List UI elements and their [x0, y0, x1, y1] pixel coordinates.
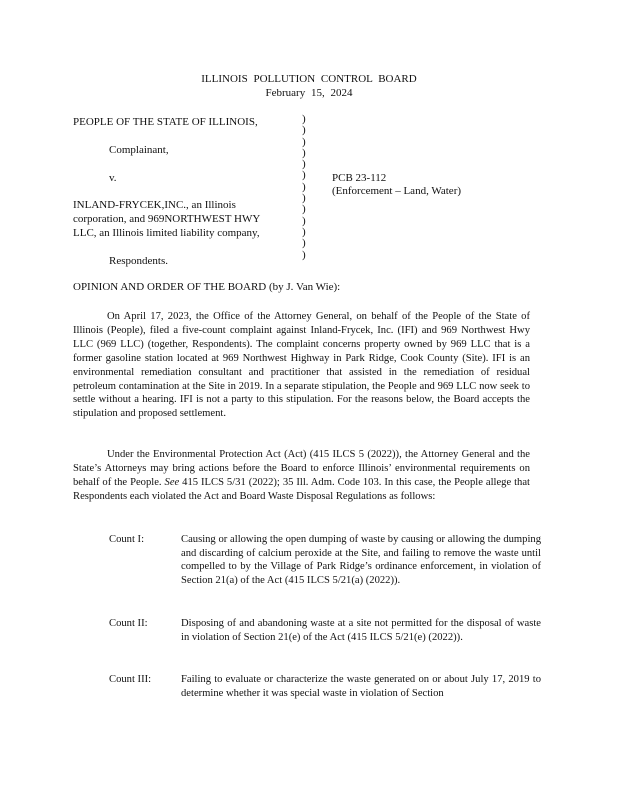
paragraph-1-text: On April 17, 2023, the Office of the Attorney General, on behalf of the People of the State of Illinois (People), filed a five-count complaint against Inland-Frycek, Inc. (IFI) and 969 Northwest Hwy LLC (969 LLC) (together, Respondents). The complaint concerns property owned by 969 LLC that is a former gasoline station located at 969 Northwest Highway in Park Ridge, Cook County (Site). IFI is an environmental remediation consultant and practitioner that assisted in the remediation of residual petroleum contamination at the Site in 2019. In a separate stipulation, the People and 969 LLC now seek to settle without a hearing. IFI is not a party to this stipulation. For the reasons below, the Board accepts the stipulation and proposed settlement.	[73, 311, 530, 420]
count-2-text: Disposing of and abandoning waste at a site not permitted for the disposal of waste in violation of Section 21(e) of the Act (415 ILCS 5/21(e) (2022)).	[181, 618, 541, 643]
complainant-name: PEOPLE OF THE STATE OF ILLINOIS,	[73, 116, 258, 128]
case-number: PCB 23-112	[332, 172, 387, 184]
paragraph-1	[73, 310, 530, 421]
respondent-role: Respondents.	[109, 255, 168, 267]
count-1-label: Count I:	[109, 534, 145, 545]
respondent-line-3: LLC, an Illinois limited liability company,	[73, 227, 260, 239]
document-date: February 15, 2024	[265, 87, 353, 99]
respondent-line-2: corporation, and 969NORTHWEST HWY	[73, 213, 261, 225]
paragraph-2-text-a: Under the Environmental Protection Act (Act) (415 ILCS 5 (2022)), the Attorney General and the State’s Attorneys may bring actions before the Board to enforce Illinois’ environmental requirements on behalf of the People.	[73, 449, 530, 488]
board-name: ILLINOIS POLLUTION CONTROL BOARD	[201, 73, 417, 85]
count-3-label: Count III:	[109, 674, 152, 685]
case-type: (Enforcement – Land, Water)	[332, 185, 462, 197]
count-3-text: Failing to evaluate or characterize the waste generated on or about July 17, 2019 to determine whether it was special waste in violation of Section	[181, 674, 541, 699]
respondent-line-1: INLAND-FRYCEK,INC., an Illinois	[73, 199, 236, 211]
caption-bracket: ) ) ) ) ) ) ) ) ) ) ) ) )	[302, 113, 306, 261]
opinion-heading: OPINION AND ORDER OF THE BOARD (by J. Van Wie):	[73, 281, 341, 293]
paragraph-2	[73, 448, 530, 504]
count-2-label: Count II:	[109, 618, 148, 629]
see-citation-signal: See	[164, 476, 180, 488]
versus-label: v.	[109, 172, 117, 184]
paragraph-2-text-b: 415 ILCS 5/31 (2022); 35 Ill. Adm. Code 103. In this case, the People allege that Respondents each violated the Act and Board Waste Disposal Regulations as follows:	[73, 476, 530, 502]
count-1-text: Causing or allowing the open dumping of waste by causing or allowing the dumping and discarding of calcium peroxide at the Site, and failing to remove the waste until compelled to by the Village of Park Ridge’s ordinance enforcement, in violation of Section 21(a) of the Act (415 ILCS 5/21(a) (2022)).	[181, 534, 541, 586]
complainant-role: Complainant,	[109, 144, 169, 156]
